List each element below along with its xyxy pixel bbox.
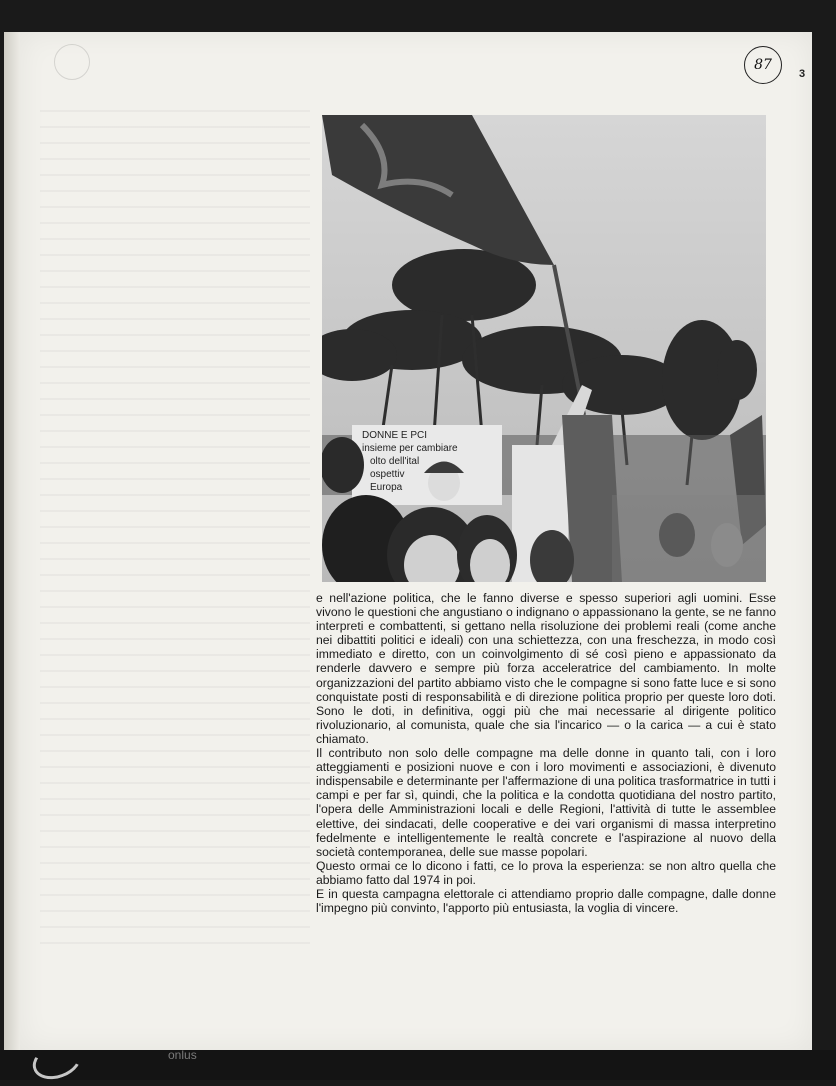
demonstration-photo: [322, 115, 766, 582]
article-paragraph: E in questa campagna elettorale ci attendiamo proprio dalle compagne, dalle donne l'impegno più convinto, l'apporto più entusiasta, la voglia di vincere.: [316, 886, 776, 916]
page-number: 3: [799, 68, 806, 80]
article-text: [316, 591, 776, 915]
article-paragraph: e nell'azione politica, che le fanno diverse e spesso superiori agli uomini. Esse vivono le questioni che angustiano o indignano o appassionano la gente, se ne fanno interpreti e combattenti, si gettano nella risoluzione dei problemi reali (come anche nei dibattiti politici e ideali) con una schiettezza, con una freschezza, in modo così immediato e diretto, con un coinvolgimento di sé così pieno e appassionato da renderle davvero e sempre più forza acceleratrice del cambiamento. In molte organizzazioni del partito abbiamo visto che le compagne si sono fatte luce e si sono conquistate posti di responsabilità e di direzione politica proprio per queste loro doti. Sono le doti, in definitiva, oggi più che mai necessarie al dirigente politico rivoluzionario, al comunista, quale che sia l'incarico — o la carica — a cui è stato chiamato.: [316, 591, 776, 746]
scan-footer-bar: [0, 1050, 836, 1080]
article-paragraph: Il contributo non solo delle compagne ma delle donne in quanto tali, con i loro atteggiamenti e posizioni nuove e con i loro movimenti e associazioni, è divenuto indispensabile e determinante per l'affermazione di una politica trasformatrice in tutti i campi e per far sì, quindi, che la politica e la condotta quotidiana del nostro partito, l'opera delle Amministrazioni locali e delle Regioni, l'attività di tutte le assemblee elettive, dei sindacati, delle cooperative e dei vari organismi di massa interpretino fedelmente e intelligentemente le realtà concrete e l'aspirazione al nuovo della società contemporanea, delle sue masse popolari.: [316, 746, 776, 859]
archive-stamp: [54, 44, 90, 80]
footer-label: onlus: [168, 1048, 197, 1062]
banner-line-3: olto dell'ital: [370, 456, 420, 467]
banner-line-1: DONNE E PCI: [362, 430, 428, 441]
demonstration-photo-graphic: [322, 115, 766, 582]
article-paragraph: Questo ormai ce lo dicono i fatti, ce lo prova la esperienza: se non altro quella che abbiamo fatto dal 1974 in poi.: [316, 858, 776, 887]
reverse-side-bleed-through: [40, 110, 310, 950]
handwritten-page-note: 87: [744, 46, 782, 84]
banner-line-5: Europa: [370, 482, 403, 493]
page-left-edge: [4, 32, 20, 1050]
protest-banner: [352, 425, 502, 505]
banner-line-4: ospettiv: [370, 469, 405, 480]
banner-line-2: insieme per cambiare: [362, 443, 458, 454]
